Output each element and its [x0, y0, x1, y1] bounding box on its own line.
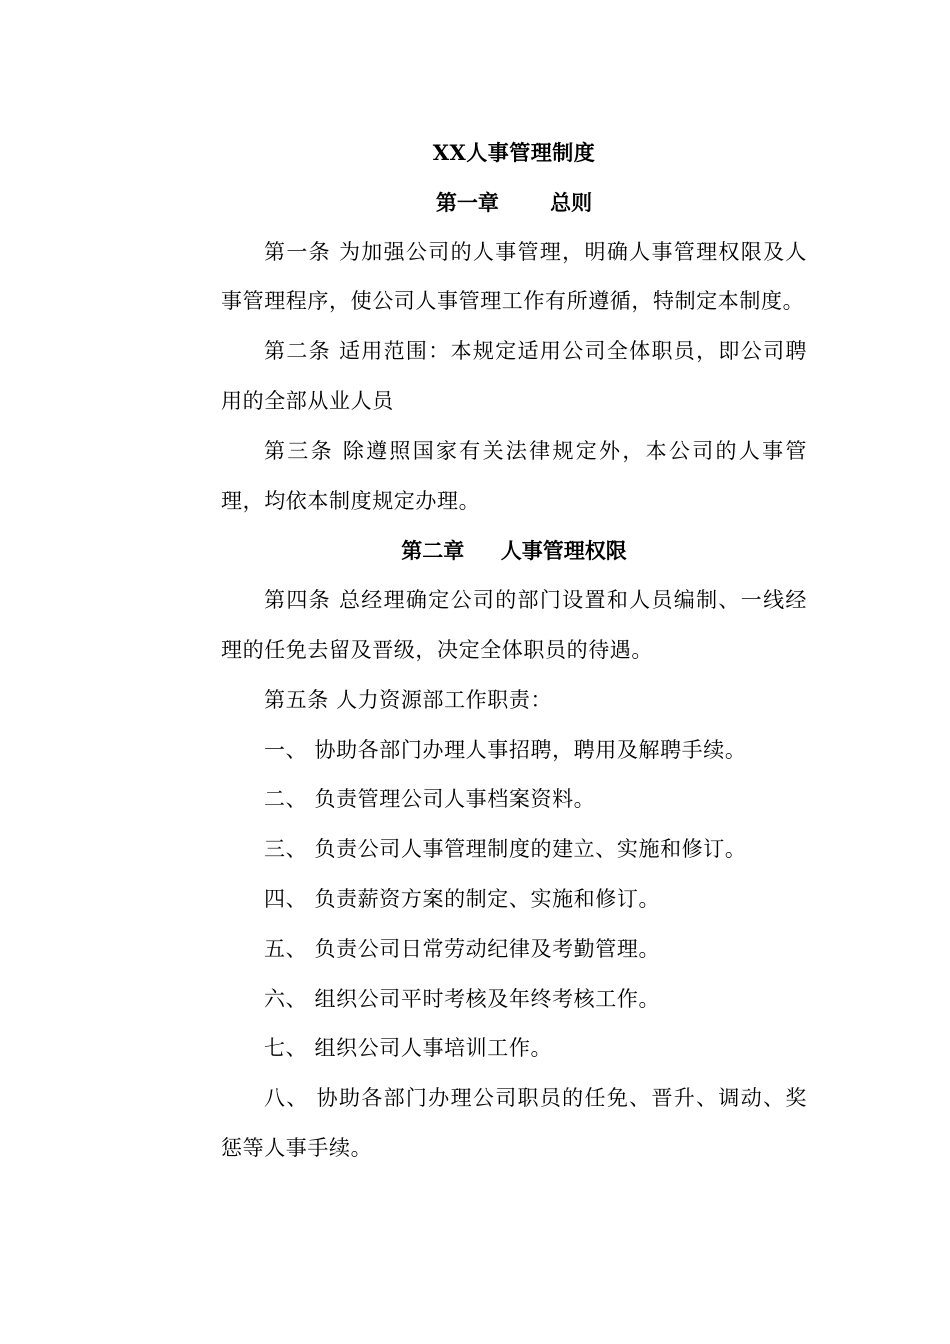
article-5: 第五条 人力资源部工作职责： [264, 687, 553, 712]
duty-item-8: 八、 协助各部门办理公司职员的任免、晋升、调动、奖惩等人事手续。 [221, 1086, 807, 1160]
document-title: XX人事管理制度 [432, 140, 596, 165]
duty-item-3: 三、 负责公司人事管理制度的建立、实施和修订。 [264, 837, 747, 862]
article-4: 第四条 总经理确定公司的部门设置和人员编制、一线经理的任免去留及晋级，决定全体职员的待遇。 [221, 588, 807, 662]
duty-item-7: 七、 组织公司人事培训工作。 [264, 1036, 553, 1061]
duty-item-4: 四、 负责薪资方案的制定、实施和修订。 [264, 886, 661, 911]
duty-item-6: 六、 组织公司平时考核及年终考核工作。 [264, 986, 661, 1011]
chapter-2-heading: 第二章 人事管理权限 [401, 538, 627, 564]
duty-item-5: 五、 负责公司日常劳动纪律及考勤管理。 [264, 936, 661, 961]
article-1: 第一条 为加强公司的人事管理，明确人事管理权限及人事管理程序，使公司人事管理工作有所遵循，特制定本制度。 [221, 239, 807, 314]
article-2: 第二条 适用范围：本规定适用公司全体职员，即公司聘用的全部从业人员 [221, 339, 807, 413]
document-page [221, 128, 807, 1174]
duty-item-2: 二、 负责管理公司人事档案资料。 [264, 787, 596, 812]
duty-item-1: 一、 协助各部门办理人事招聘，聘用及解聘手续。 [264, 737, 747, 762]
chapter-1-heading: 第一章 总则 [435, 189, 593, 215]
article-3: 第三条 除遵照国家有关法律规定外，本公司的人事管理，均依本制度规定办理。 [221, 438, 807, 513]
